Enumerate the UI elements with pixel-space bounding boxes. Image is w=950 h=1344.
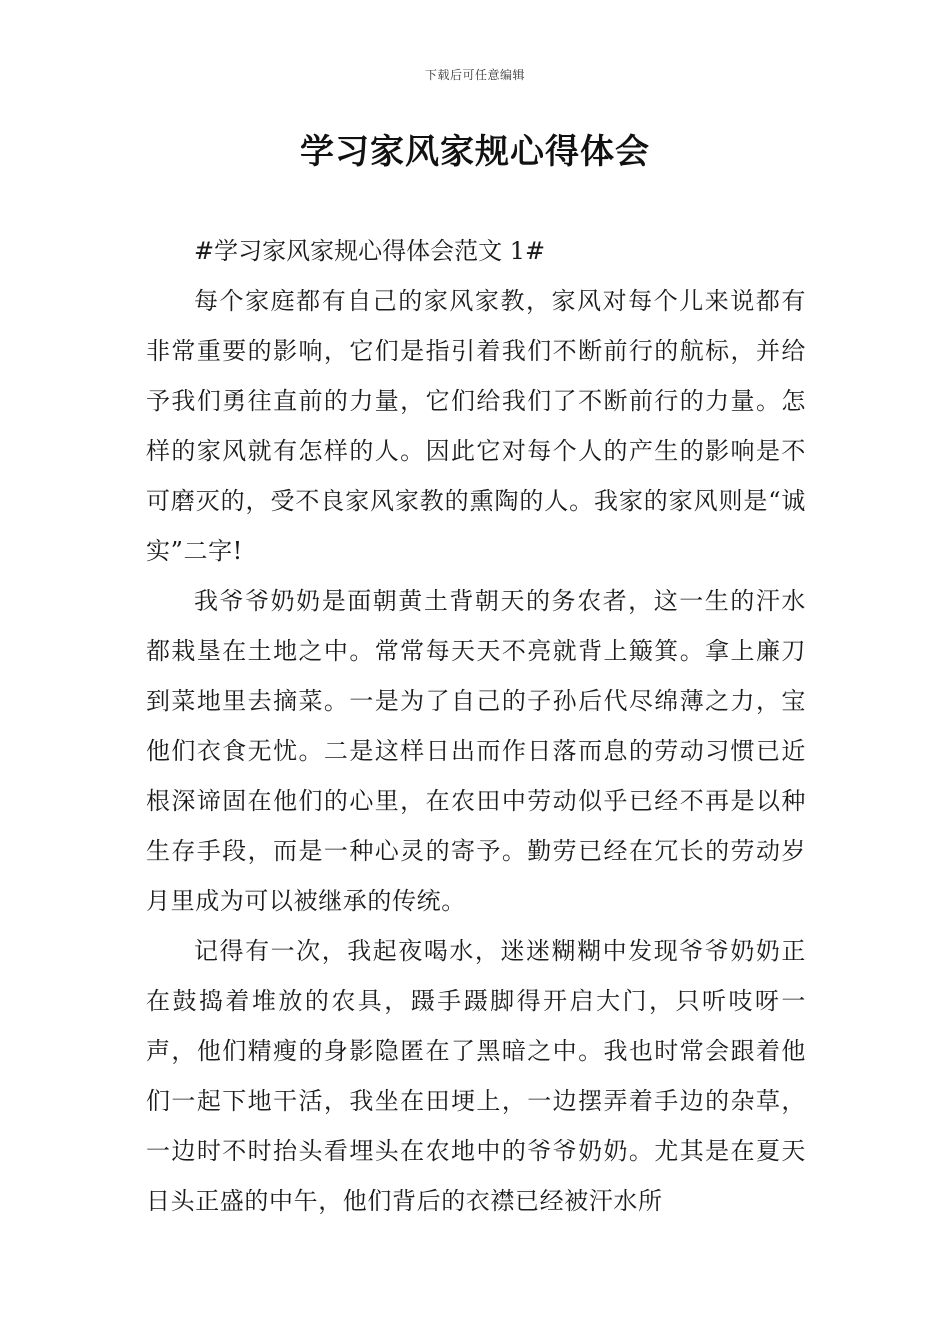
paragraph-1: 每个家庭都有自己的家风家教，家风对每个儿来说都有非常重要的影响，它们是指引着我们不断前行的航标，并给予我们勇往直前的力量，它们给我们了不断前行的力量。怎样的家风就有怎样的人。因此它对每个人的产生的影响是不可磨灭的，受不良家风家教的熏陶的人。我家的家风则是“诚实”二字!: [146, 287, 806, 565]
paragraph-2: 我爷爷奶奶是面朝黄土背朝天的务农者，这一生的汗水都栽垦在土地之中。常常每天天不亮就背上簸箕。拿上廉刀到菜地里去摘菜。一是为了自己的子孙后代尽绵薄之力，宝他们衣食无忧。二是这样日出而作日落而息的劳动习惯已近根深谛固在他们的心里，在农田中劳动似乎已经不再是以种生存手段，而是一种心灵的寄予。勤劳已经在冗长的劳动岁月里成为可以被继承的传统。: [146, 587, 806, 915]
document-body: [146, 226, 806, 1226]
section-heading: #学习家风家规心得体会范文 1#: [194, 237, 546, 265]
paragraph-3: 记得有一次，我起夜喝水，迷迷糊糊中发现爷爷奶奶正在鼓捣着堆放的农具，蹑手蹑脚得开启大门，只听吱呀一声，他们精瘦的身影隐匿在了黑暗之中。我也时常会跟着他们一起下地干活，我坐在田埂上，一边摆弄着手边的杂草，一边时不时抬头看埋头在农地中的爷爷奶奶。尤其是在夏天日头正盛的中午，他们背后的衣襟已经被汗水所: [146, 937, 806, 1215]
header-note: 下载后可任意编辑: [424, 68, 525, 82]
document-title: 学习家风家规心得体会: [300, 132, 650, 172]
